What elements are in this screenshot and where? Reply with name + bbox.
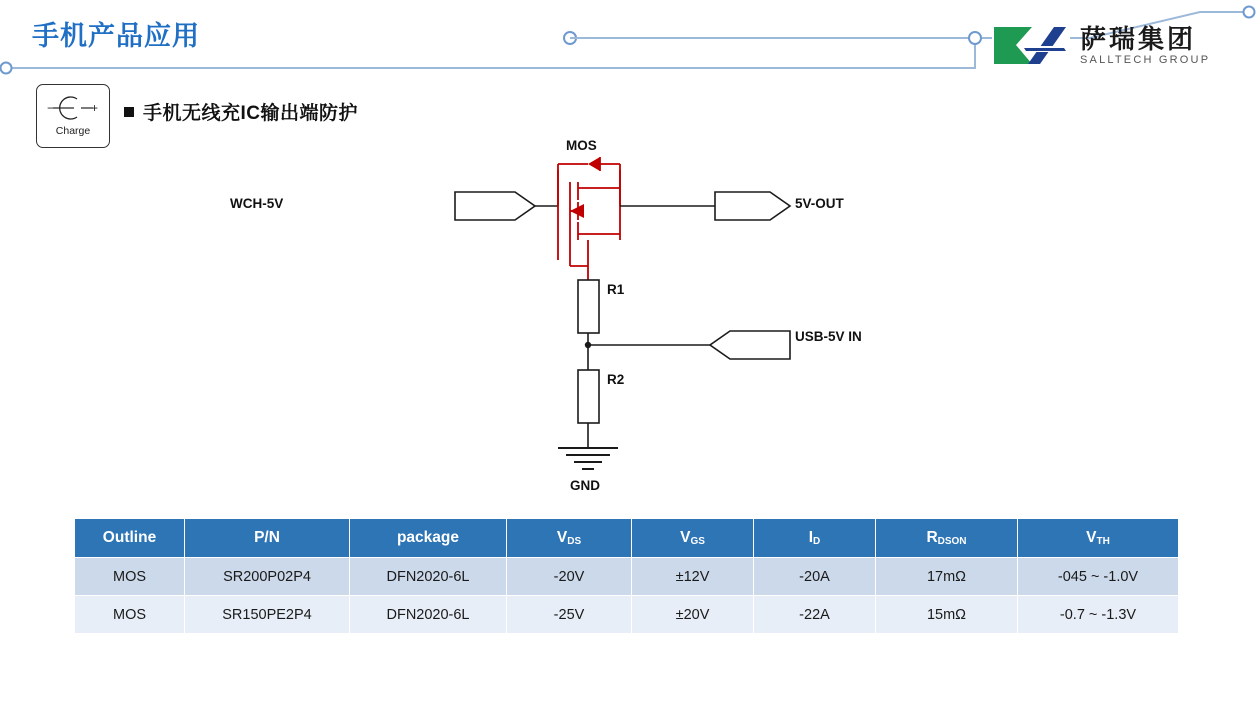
- table-header-cell: $V_{DS}$: [507, 519, 632, 558]
- spec-table: [74, 518, 1179, 634]
- schematic-drawing: [330, 130, 930, 505]
- table-cell: ±12V: [632, 558, 754, 596]
- logo-mark-icon: [992, 24, 1070, 68]
- section-title-text: 手机无线充IC输出端防护: [143, 103, 359, 124]
- table-cell: -045 ~ -1.0V: [1018, 558, 1179, 596]
- table-header-cell: $V_{GS}$: [632, 519, 754, 558]
- table-cell: MOS: [75, 596, 185, 634]
- schematic-label-usb-in: USB-5V IN: [795, 329, 862, 344]
- logo-text-cn: 萨瑞集团: [1080, 23, 1197, 54]
- page-title: 手机产品应用: [32, 21, 200, 51]
- company-logo: [992, 20, 1242, 72]
- bullet-square-icon: [124, 107, 134, 117]
- table-header-cell: Outline: [75, 519, 185, 558]
- section-title: [124, 98, 358, 125]
- table-header-cell: $V_{TH}$: [1018, 519, 1179, 558]
- table-row: [75, 558, 1179, 596]
- table-cell: DFN2020-6L: [350, 596, 507, 634]
- table-cell: -22A: [754, 596, 876, 634]
- table-cell: SR200P02P4: [185, 558, 350, 596]
- charge-icon: [36, 84, 110, 148]
- table-header-subscript: GS: [690, 536, 705, 547]
- table-cell: -20A: [754, 558, 876, 596]
- table-header-cell: P/N: [185, 519, 350, 558]
- schematic-label-r2: R2: [607, 372, 625, 387]
- schematic-label-r1: R1: [607, 282, 625, 297]
- table-cell: MOS: [75, 558, 185, 596]
- svg-text:−: −: [47, 100, 55, 115]
- table-row: [75, 596, 1179, 634]
- svg-text:+: +: [91, 100, 99, 115]
- table-header-subscript: D: [813, 536, 821, 547]
- table-header-cell: $R_{DSON}$: [876, 519, 1018, 558]
- table-cell: 15mΩ: [876, 596, 1018, 634]
- table-cell: -25V: [507, 596, 632, 634]
- circuit-schematic: [230, 130, 930, 505]
- schematic-label-gnd: GND: [570, 478, 600, 493]
- table-cell: -0.7 ~ -1.3V: [1018, 596, 1179, 634]
- table-cell: ±20V: [632, 596, 754, 634]
- table-cell: 17mΩ: [876, 558, 1018, 596]
- charge-icon-label: Charge: [55, 124, 91, 137]
- table-header-row: [75, 519, 1179, 558]
- schematic-label-input: WCH-5V: [230, 196, 284, 211]
- table-header-subscript: DS: [567, 536, 582, 547]
- table-header-subscript: TH: [1096, 536, 1110, 547]
- table-header-subscript: DSON: [937, 536, 967, 547]
- table-cell: -20V: [507, 558, 632, 596]
- schematic-label-output: 5V-OUT: [795, 196, 844, 211]
- schematic-label-mos: MOS: [566, 138, 597, 153]
- battery-charge-symbol-icon: [41, 96, 105, 126]
- logo-text-en: SALLTECH GROUP: [1080, 54, 1211, 67]
- table-cell: DFN2020-6L: [350, 558, 507, 596]
- table-header-cell: package: [350, 519, 507, 558]
- table-cell: SR150PE2P4: [185, 596, 350, 634]
- table-header-cell: $I_D$: [754, 519, 876, 558]
